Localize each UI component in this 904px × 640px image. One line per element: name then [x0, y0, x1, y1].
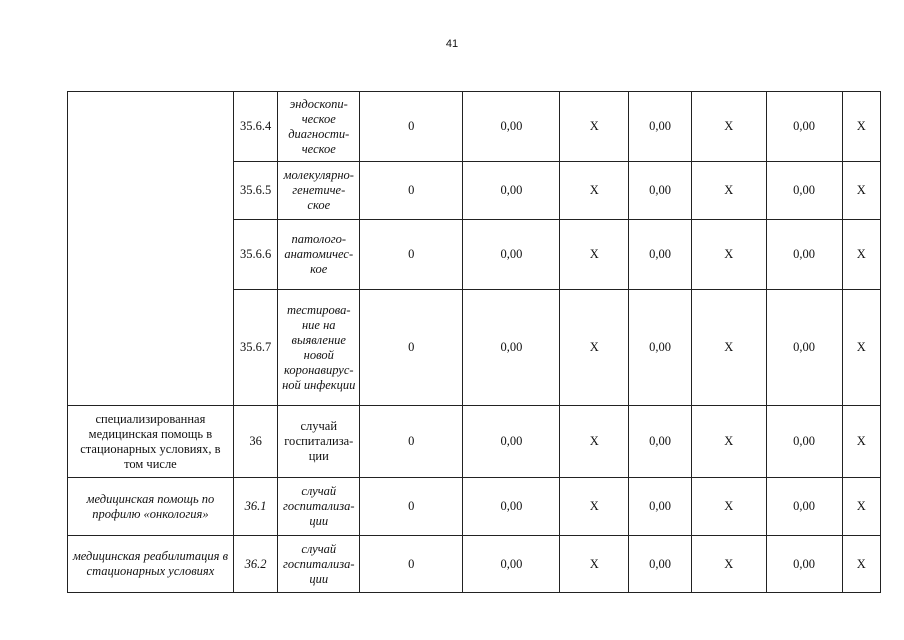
value-cell: X — [691, 92, 766, 162]
value-cell: X — [560, 478, 629, 536]
value-cell: 0,00 — [629, 478, 692, 536]
code-cell: 35.6.5 — [233, 162, 277, 220]
data-table — [67, 91, 881, 593]
value-cell: 0,00 — [463, 162, 560, 220]
value-cell: X — [560, 406, 629, 478]
value-cell: 0,00 — [463, 406, 560, 478]
value-cell: 0,00 — [629, 406, 692, 478]
value-cell: X — [842, 478, 880, 536]
unit-cell: случай госпитализа- ции — [278, 536, 360, 593]
value-cell: X — [842, 406, 880, 478]
table-row — [68, 92, 881, 162]
row-name-cell: медицинская помощь по профилю «онкология» — [68, 478, 234, 536]
value-cell: 0,00 — [766, 478, 842, 536]
value-cell: X — [691, 536, 766, 593]
unit-cell: случай госпитализа- ции — [278, 406, 360, 478]
value-cell: 0 — [360, 406, 463, 478]
merged-empty-cell — [68, 92, 234, 406]
code-cell: 35.6.4 — [233, 92, 277, 162]
value-cell: X — [842, 536, 880, 593]
table-row — [68, 406, 881, 478]
value-cell: 0,00 — [629, 220, 692, 290]
value-cell: 0,00 — [629, 162, 692, 220]
page-number: 41 — [445, 38, 459, 50]
value-cell: X — [560, 162, 629, 220]
value-cell: X — [842, 162, 880, 220]
value-cell: X — [691, 162, 766, 220]
value-cell: 0 — [360, 536, 463, 593]
code-cell: 35.6.7 — [233, 290, 277, 406]
value-cell: 0 — [360, 220, 463, 290]
value-cell: X — [691, 220, 766, 290]
table-row — [68, 536, 881, 593]
value-cell: X — [691, 478, 766, 536]
value-cell: 0,00 — [766, 162, 842, 220]
value-cell: X — [560, 220, 629, 290]
value-cell: X — [842, 290, 880, 406]
value-cell: 0 — [360, 478, 463, 536]
unit-cell: патолого- анатомичес- кое — [278, 220, 360, 290]
code-cell: 36 — [233, 406, 277, 478]
value-cell: X — [842, 92, 880, 162]
value-cell: 0,00 — [766, 290, 842, 406]
unit-cell: тестирова- ние на выявление новой коронавирус- ной инфекции — [278, 290, 360, 406]
value-cell: X — [691, 406, 766, 478]
value-cell: 0 — [360, 162, 463, 220]
value-cell: 0,00 — [766, 406, 842, 478]
code-cell: 35.6.6 — [233, 220, 277, 290]
value-cell: 0,00 — [463, 92, 560, 162]
value-cell: 0,00 — [766, 536, 842, 593]
value-cell: 0 — [360, 92, 463, 162]
unit-cell: эндоскопи- ческое диагности- ческое — [278, 92, 360, 162]
row-name-cell: специализированная медицинская помощь в стационарных условиях, в том числе — [68, 406, 234, 478]
value-cell: 0 — [360, 290, 463, 406]
value-cell: 0,00 — [629, 536, 692, 593]
unit-cell: молекулярно- генетиче- ское — [278, 162, 360, 220]
value-cell: 0,00 — [463, 536, 560, 593]
value-cell: 0,00 — [766, 220, 842, 290]
value-cell: X — [560, 92, 629, 162]
value-cell: 0,00 — [629, 92, 692, 162]
value-cell: 0,00 — [463, 478, 560, 536]
value-cell: X — [842, 220, 880, 290]
value-cell: X — [560, 290, 629, 406]
value-cell: X — [691, 290, 766, 406]
table-row — [68, 478, 881, 536]
value-cell: 0,00 — [463, 290, 560, 406]
value-cell: 0,00 — [629, 290, 692, 406]
unit-cell: случай госпитализа- ции — [278, 478, 360, 536]
value-cell: 0,00 — [463, 220, 560, 290]
code-cell: 36.2 — [233, 536, 277, 593]
value-cell: X — [560, 536, 629, 593]
value-cell: 0,00 — [766, 92, 842, 162]
code-cell: 36.1 — [233, 478, 277, 536]
row-name-cell: медицинская реабилитация в стационарных условиях — [68, 536, 234, 593]
